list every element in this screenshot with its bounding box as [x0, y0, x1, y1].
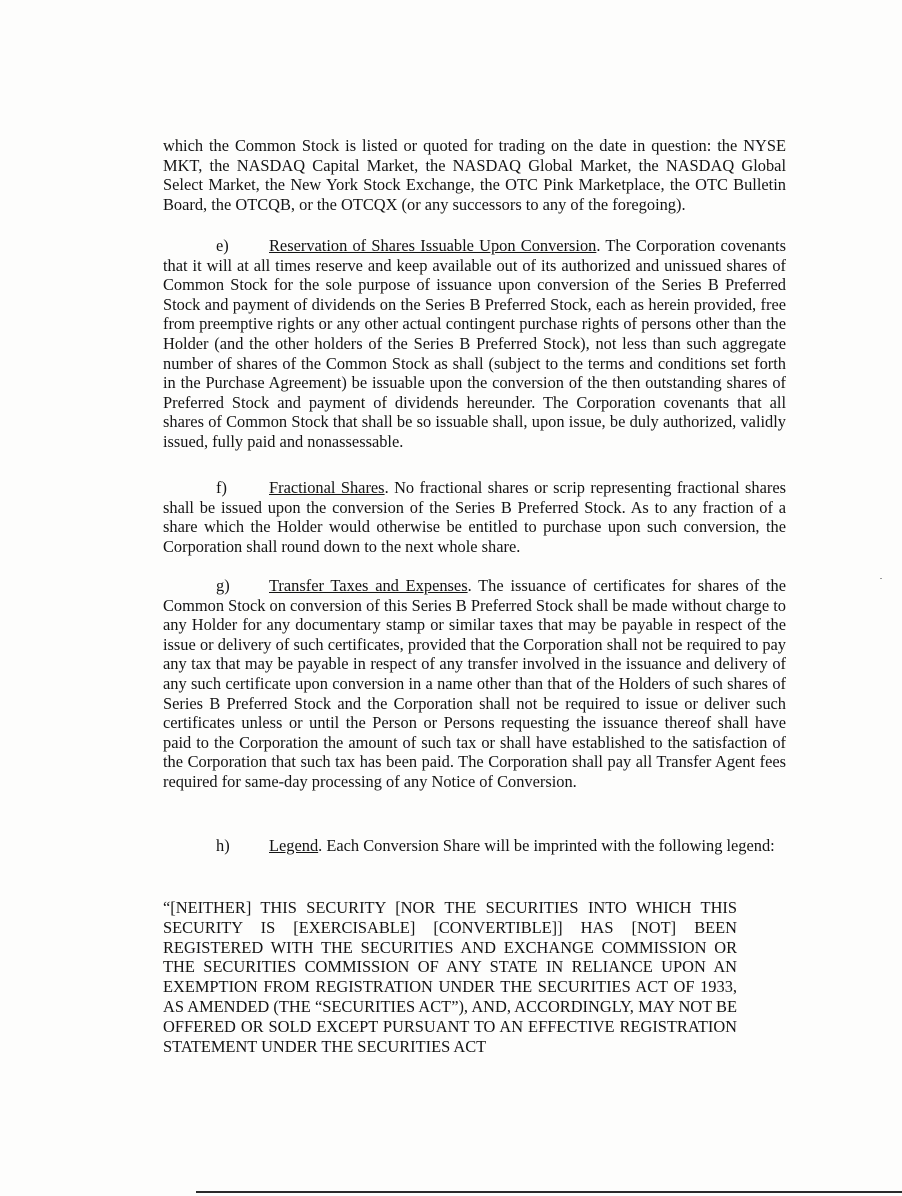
bottom-rule — [196, 1191, 902, 1193]
section-e-body: . The Corporation covenants that it will at all times reserve and keep available out of its authorized and unissued shares of Common Stock for the sole purpose of issuance upon conversion of the Series B Preferred Stock and payment of dividends on the Series B Preferred Stock, each as herein provided, free from preemptive rights or any other actual contingent purchase rights of persons other than the Holder (and the other holders of the Series B Preferred Stock), not less than such aggregate number of shares of the Common Stock as shall (subject to the terms and conditions set forth in the Purchase Agreement) be issuable upon the conversion of the then outstanding shares of Preferred Stock and payment of dividends hereunder. The Corporation covenants that all shares of Common Stock that shall be so issuable shall, upon issue, be duly authorized, validly issued, fully paid and nonassessable. — [163, 236, 786, 451]
section-f-label: f) — [216, 478, 227, 497]
section-g-label: g) — [216, 576, 230, 595]
section-e-label: e) — [216, 236, 229, 255]
section-e-heading: Reservation of Shares Issuable Upon Conversion — [269, 236, 597, 255]
section-e — [163, 236, 786, 452]
section-f-heading: Fractional Shares — [269, 478, 385, 497]
section-f — [163, 478, 786, 556]
section-g — [163, 576, 786, 792]
section-h-body: . Each Conversion Share will be imprinted with the following legend: — [318, 836, 775, 855]
paragraph-intro — [163, 136, 786, 214]
section-g-heading: Transfer Taxes and Expenses — [269, 576, 468, 595]
legend-block-text: “[NEITHER] THIS SECURITY [NOR THE SECURITIES INTO WHICH THIS SECURITY IS [EXERCISABLE] [CONVERTIBLE]] HAS [NOT] BEEN REGISTERED WITH THE SECURITIES AND EXCHANGE COMMISSION OR THE SECURITIES COMMISSION OF ANY STATE IN RELIANCE UPON AN EXEMPTION FROM REGISTRATION UNDER THE SECURITIES ACT OF 1933, AS AMENDED (THE “SECURITIES ACT”), AND, ACCORDINGLY, MAY NOT BE OFFERED OR SOLD EXCEPT PURSUANT TO AN EFFECTIVE REGISTRATION STATEMENT UNDER THE SECURITIES ACT — [163, 898, 737, 1056]
section-h-heading: Legend — [269, 836, 319, 855]
scan-speck — [880, 578, 882, 579]
section-h — [163, 836, 786, 856]
section-g-body: . The issuance of certificates for shares of the Common Stock on conversion of this Series B Preferred Stock shall be made without charge to any Holder for any documentary stamp or similar taxes that may be payable in respect of the issue or delivery of such certificates, provided that the Corporation shall not be required to pay any tax that may be payable in respect of any transfer involved in the issuance and delivery of any such certificate upon conversion in a name other than that of the Holders of such shares of Series B Preferred Stock and the Corporation shall not be required to issue or deliver such certificates unless or until the Person or Persons requesting the issuance thereof shall have paid to the Corporation the amount of such tax or shall have established to the satisfaction of the Corporation that such tax has been paid. The Corporation shall pay all Transfer Agent fees required for same-day processing of any Notice of Conversion. — [163, 576, 786, 791]
section-h-label: h) — [216, 836, 230, 855]
paragraph-intro-text: which the Common Stock is listed or quoted for trading on the date in question: the NYSE MKT, the NASDAQ Capital Market, the NASDAQ Global Market, the NASDAQ Global Select Market, the New York Stock Exchange, the OTC Pink Marketplace, the OTC Bulletin Board, the OTCQB, or the OTCQX (or any successors to any of the foregoing). — [163, 136, 786, 214]
legend-block — [163, 898, 737, 1056]
section-f-body: . No fractional shares or scrip representing fractional shares shall be issued upon the conversion of the Series B Preferred Stock. As to any fraction of a share which the Holder would otherwise be entitled to purchase upon such conversion, the Corporation shall round down to the next whole share. — [163, 478, 786, 556]
